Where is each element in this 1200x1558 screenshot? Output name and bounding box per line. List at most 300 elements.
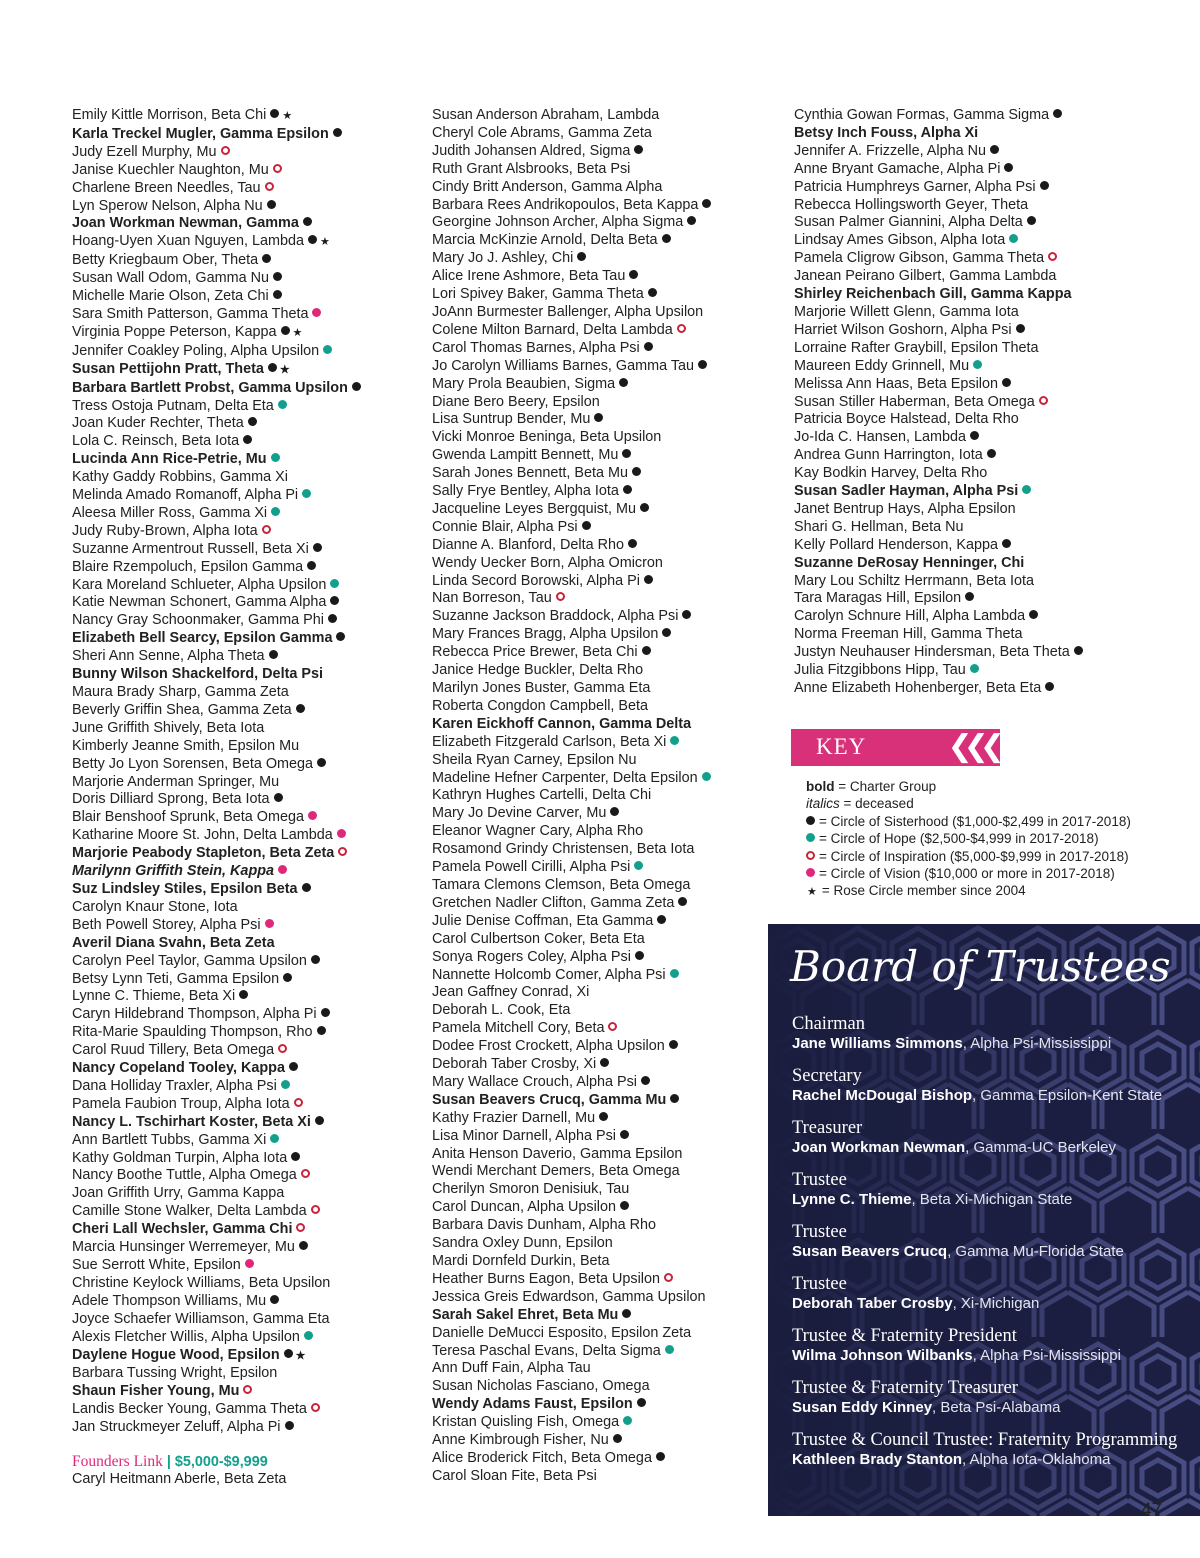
trustee-affiliation: , Beta Psi-Alabama: [932, 1399, 1061, 1416]
donor-entry: [72, 1471, 422, 1489]
donor-list: [432, 107, 782, 1486]
donor-name: Judith Johansen Aldred, Sigma: [432, 142, 631, 159]
donor-entry: [72, 162, 422, 180]
donor-entry: [432, 949, 782, 967]
donor-name: Melissa Ann Haas, Beta Epsilon: [794, 375, 998, 392]
donor-name: Jennifer A. Frizzelle, Alpha Nu: [794, 142, 986, 159]
teal-dot-icon: [623, 1416, 632, 1425]
teal-dot-icon: [702, 772, 711, 781]
donor-name: Wendi Merchant Demers, Beta Omega: [432, 1163, 680, 1180]
teal-dot-icon: [1009, 234, 1018, 243]
donor-entry: [432, 680, 782, 698]
donor-entry: [432, 752, 782, 770]
donor-entry: [432, 1056, 782, 1074]
donor-name: Suzanne Jackson Braddock, Alpha Psi: [432, 608, 679, 625]
donor-entry: [432, 644, 782, 662]
donor-entry: [432, 447, 782, 465]
donor-name: Eleanor Wagner Cary, Alpha Rho: [432, 823, 644, 840]
donor-name: Michelle Marie Olson, Zeta Chi: [72, 288, 269, 305]
black-dot-icon: [628, 539, 637, 548]
donor-list: [794, 107, 1154, 698]
teal-dot-icon: [973, 360, 982, 369]
donor-name: Rosamond Grindy Christensen, Beta Iota: [432, 841, 695, 858]
donor-entry: [72, 144, 422, 162]
donor-name: Susan Pettijohn Pratt, Theta: [72, 360, 264, 377]
donor-entry: [72, 738, 422, 756]
donor-name: Nancy Boothe Tuttle, Alpha Omega: [72, 1167, 297, 1184]
donor-entry: [794, 358, 1154, 376]
donor-entry: [72, 791, 422, 809]
donor-name: Pamela Cligrow Gibson, Gamma Theta: [794, 250, 1045, 267]
donor-entry: [432, 823, 782, 841]
black-dot-icon: [1002, 378, 1011, 387]
donor-entry: [432, 125, 782, 143]
donor-entry: [432, 179, 782, 197]
donor-entry: [432, 214, 782, 232]
donor-entry: [794, 411, 1154, 429]
black-dot-icon: [330, 596, 339, 605]
donor-entry: [72, 288, 422, 306]
donor-entry: [72, 1185, 422, 1203]
donor-entry: [72, 343, 422, 361]
donor-name: Rita-Marie Spaulding Thompson, Rho: [72, 1024, 313, 1041]
role-person: [792, 1034, 1192, 1053]
donor-entry: [72, 1365, 422, 1383]
black-dot-icon: [281, 326, 290, 335]
black-dot-icon: [656, 1452, 665, 1461]
donor-entry: [432, 1378, 782, 1396]
donor-name: Dianne A. Blanford, Delta Rho: [432, 536, 624, 553]
donor-name: Carolyn Peel Taylor, Gamma Upsilon: [72, 952, 307, 969]
donor-entry: [794, 286, 1154, 304]
role-person: [792, 1086, 1192, 1105]
black-dot-icon: [1027, 216, 1036, 225]
key-description: = Circle of Hope ($2,500-$4,999 in 2017-2018): [819, 831, 1099, 847]
donor-name: Suz Lindsley Stiles, Epsilon Beta: [72, 880, 298, 897]
role-title: Trustee & Council Trustee: Fraternity Programming: [792, 1430, 1178, 1450]
donor-name: Karla Treckel Mugler, Gamma Epsilon: [72, 125, 329, 142]
donor-entry: [432, 411, 782, 429]
donor-entry: [432, 931, 782, 949]
donor-entry: [432, 268, 782, 286]
donor-entry: [432, 340, 782, 358]
trustee-affiliation: , Alpha Psi-Mississippi: [962, 1035, 1112, 1052]
donor-name: Justyn Neuhauser Hindersman, Beta Theta: [794, 644, 1070, 661]
donor-entry: [432, 590, 782, 608]
donor-entry: [432, 322, 782, 340]
black-dot-icon: [662, 628, 671, 637]
donor-entry: [72, 1024, 422, 1042]
donor-entry: [72, 845, 422, 863]
donor-entry: [72, 1401, 422, 1419]
donor-entry: [432, 608, 782, 626]
donor-entry: [432, 967, 782, 985]
donor-entry: [432, 232, 782, 250]
donor-entry: [432, 1235, 782, 1253]
donor-name: Cherilyn Smoron Denisiuk, Tau: [432, 1181, 630, 1198]
black-dot-icon: [307, 561, 316, 570]
donor-entry: [72, 559, 422, 577]
donor-name: Gwenda Lampitt Bennett, Mu: [432, 447, 619, 464]
black-dot-icon: [622, 1309, 631, 1318]
black-dot-icon: [270, 1295, 279, 1304]
black-dot-icon: [333, 128, 342, 137]
donor-entry: [72, 1132, 422, 1150]
black-dot-icon: [303, 217, 312, 226]
donor-entry: [794, 537, 1154, 555]
donor-entry: [432, 1253, 782, 1271]
donor-name: Marilyn Jones Buster, Gamma Eta: [432, 680, 651, 696]
pink-dot-icon: [278, 865, 287, 874]
donor-entry: [72, 1311, 422, 1329]
black-dot-icon: [623, 485, 632, 494]
key-item: [806, 795, 1131, 812]
black-dot-icon: [670, 1094, 679, 1103]
donor-name: Betty Kriegbaum Ober, Theta: [72, 252, 259, 269]
donor-name: Carol Thomas Barnes, Alpha Psi: [432, 339, 640, 356]
black-dot-icon: [296, 704, 305, 713]
black-dot-icon: [1002, 539, 1011, 548]
donor-entry: [72, 953, 422, 971]
donor-entry: [432, 286, 782, 304]
red-ring-dot-icon: [221, 146, 230, 155]
donor-entry: [72, 1078, 422, 1096]
donor-name: Kelly Pollard Henderson, Kappa: [794, 536, 998, 553]
donor-entry: [432, 1325, 782, 1343]
donor-entry: [432, 662, 782, 680]
donor-name: Janise Kuechler Naughton, Mu: [72, 161, 269, 178]
donor-name: Emily Kittle Morrison, Beta Chi: [72, 107, 267, 123]
donor-name: Madeline Hefner Carpenter, Delta Epsilon: [432, 769, 698, 786]
donor-name: Sarah Jones Bennett, Beta Mu: [432, 465, 628, 482]
donor-entry: [72, 612, 422, 630]
black-dot-icon: [248, 417, 257, 426]
donor-name: Susan Wall Odom, Gamma Nu: [72, 270, 269, 287]
donor-entry: [794, 107, 1154, 125]
donor-entry: [432, 716, 782, 734]
key-description: = Charter Group: [834, 779, 937, 794]
donor-name: Rebecca Hollingsworth Geyer, Theta: [794, 196, 1029, 213]
donor-entry: [72, 1239, 422, 1257]
donor-name: Katie Newman Schonert, Gamma Alpha: [72, 594, 327, 611]
donor-entry: [794, 161, 1154, 179]
donor-name: Roberta Congdon Campbell, Beta: [432, 697, 648, 714]
teal-dot-icon: [634, 861, 643, 870]
donor-name: Barbara Bartlett Probst, Gamma Upsilon: [72, 379, 348, 396]
donor-name: Judy Ezell Murphy, Mu: [72, 143, 217, 160]
donor-name: Deborah L. Cook, Eta: [432, 1002, 571, 1019]
donor-name: Tress Ostoja Putnam, Delta Eta: [72, 397, 274, 414]
donor-name: Nancy Copeland Tooley, Kappa: [72, 1060, 285, 1077]
black-dot-icon: [267, 200, 276, 209]
role-title: Treasurer: [792, 1118, 863, 1138]
donor-name: Sarah Sakel Ehret, Beta Mu: [432, 1306, 619, 1323]
donor-name: Landis Becker Young, Gamma Theta: [72, 1401, 307, 1418]
donor-entry: [72, 487, 422, 505]
role-title: Secretary: [792, 1066, 862, 1086]
teal-dot-icon: [304, 1331, 313, 1340]
donor-entry: [432, 913, 782, 931]
donor-entry: [794, 501, 1154, 519]
star-icon: ★: [282, 110, 293, 122]
donor-name: Alice Irene Ashmore, Beta Tau: [432, 268, 626, 285]
donor-entry: [72, 198, 422, 216]
teal-dot-icon: [970, 664, 979, 673]
donor-name: Susan Stiller Haberman, Beta Omega: [794, 393, 1035, 410]
donor-entry: [432, 358, 782, 376]
donor-name: Kathy Gaddy Robbins, Gamma Xi: [72, 469, 288, 486]
donor-entry: [432, 1199, 782, 1217]
donor-name: Hoang-Uyen Xuan Nguyen, Lambda: [72, 233, 304, 250]
donor-entry: [794, 143, 1154, 161]
donor-name: Beth Powell Storey, Alpha Psi: [72, 916, 261, 933]
teal-dot-icon: [1022, 485, 1031, 494]
trustee-name: Jane Williams Simmons: [792, 1035, 963, 1052]
donor-entry: [432, 877, 782, 895]
donor-name: Dodee Frost Crockett, Alpha Upsilon: [432, 1038, 665, 1055]
donor-name: Joan Workman Newman, Gamma: [72, 215, 299, 232]
role-person: [792, 1190, 1192, 1209]
donor-entry: [72, 1347, 422, 1366]
donor-name: Blaire Rzempoluch, Epsilon Gamma: [72, 558, 304, 575]
donor-entry: [72, 1383, 422, 1401]
pink-dot-icon: [312, 308, 321, 317]
donor-name: Kathy Goldman Turpin, Alpha Iota: [72, 1149, 288, 1166]
donor-entry: [72, 988, 422, 1006]
donor-entry: [432, 1038, 782, 1056]
donor-entry: [794, 214, 1154, 232]
red-ring-dot-icon: [1048, 252, 1057, 261]
black-dot-icon: [990, 145, 999, 154]
key-item: [806, 830, 1131, 847]
donor-entry: [432, 841, 782, 859]
donor-name: Alexis Fletcher Willis, Alpha Upsilon: [72, 1328, 300, 1345]
teal-dot-icon: [278, 400, 287, 409]
donor-entry: [72, 361, 422, 380]
donor-name: Andrea Gunn Harrington, Iota: [794, 447, 983, 464]
black-dot-icon: [965, 592, 974, 601]
black-dot-icon: [311, 955, 320, 964]
donor-name: Janet Bentrup Hays, Alpha Epsilon: [794, 500, 1016, 517]
donor-name: Shirley Reichenbach Gill, Gamma Kappa: [794, 286, 1072, 303]
black-dot-icon: [270, 109, 279, 118]
donor-entry: [72, 324, 422, 343]
donor-entry: [432, 787, 782, 805]
donor-column-1: [72, 107, 422, 1489]
donor-name: Carolyn Schnure Hill, Alpha Lambda: [794, 608, 1026, 625]
black-dot-icon: [620, 1201, 629, 1210]
black-dot-icon: [1053, 109, 1062, 118]
donor-entry: [432, 1146, 782, 1164]
donor-name: Nannette Holcomb Comer, Alpha Psi: [432, 966, 666, 983]
black-dot-icon: [644, 342, 653, 351]
donor-name: Jacqueline Leyes Bergquist, Mu: [432, 500, 636, 517]
black-dot-icon: [648, 288, 657, 297]
black-dot-icon: [582, 521, 591, 530]
donor-name: Barbara Tussing Wright, Epsilon: [72, 1365, 278, 1382]
donor-entry: [432, 1074, 782, 1092]
donor-name: Wendy Uecker Born, Alpha Omicron: [432, 554, 663, 571]
key-description: = Circle of Sisterhood ($1,000-$2,499 in 2017-2018): [819, 813, 1131, 829]
donor-name: Norma Freeman Hill, Gamma Theta: [794, 626, 1023, 643]
donor-name: Nancy L. Tschirhart Koster, Beta Xi: [72, 1113, 311, 1130]
black-dot-icon: [313, 543, 322, 552]
black-dot-icon: [308, 235, 317, 244]
board-of-trustees-panel: [768, 924, 1200, 1516]
trustee-name: Susan Beavers Crucq: [792, 1243, 948, 1260]
black-dot-icon: [702, 199, 711, 208]
black-dot-icon: [1004, 163, 1013, 172]
donor-name: Carolyn Knaur Stone, Iota: [72, 898, 238, 915]
donor-name: Sheila Ryan Carney, Epsilon Nu: [432, 751, 637, 768]
donor-name: Melinda Amado Romanoff, Alpha Pi: [72, 487, 299, 504]
black-dot-icon: [315, 1116, 324, 1125]
black-dot-icon: [321, 1008, 330, 1017]
black-dot-icon: [682, 610, 691, 619]
donor-name: Lisa Suntrup Bender, Mu: [432, 411, 591, 428]
donor-name: Lindsay Ames Gibson, Alpha Iota: [794, 232, 1006, 249]
donor-name: Elizabeth Bell Searcy, Epsilon Gamma: [72, 630, 333, 647]
red-ring-dot-icon: [806, 851, 815, 860]
key-item: [806, 882, 1131, 901]
donor-name: Ann Duff Fain, Alpha Tau: [432, 1360, 591, 1377]
donor-entry: [72, 827, 422, 845]
donor-entry: [72, 433, 422, 451]
donor-entry: [72, 1096, 422, 1114]
donor-entry: [432, 250, 782, 268]
board-role: [792, 1430, 1192, 1469]
donor-name: Harriet Wilson Goshorn, Alpha Psi: [794, 321, 1012, 338]
donor-entry: [432, 1020, 782, 1038]
donor-name: Carol Sloan Fite, Beta Psi: [432, 1467, 597, 1484]
role-title: Trustee: [792, 1222, 847, 1242]
donor-name: Anne Elizabeth Hohenberger, Beta Eta: [794, 680, 1042, 696]
donor-entry: [432, 1450, 782, 1468]
pink-dot-icon: [245, 1259, 254, 1268]
red-ring-dot-icon: [294, 1098, 303, 1107]
trustee-affiliation: , Gamma-UC Berkeley: [965, 1139, 1116, 1156]
role-person: [792, 1294, 1192, 1313]
donor-name: Rebecca Price Brewer, Beta Chi: [432, 644, 638, 661]
black-dot-icon: [283, 973, 292, 982]
donor-name: Mardi Dornfeld Durkin, Beta: [432, 1253, 610, 1269]
donor-entry: [432, 394, 782, 412]
role-person: [792, 1138, 1192, 1157]
donor-name: Virginia Poppe Peterson, Kappa: [72, 323, 277, 340]
page-number: 47: [1141, 1500, 1163, 1521]
key-item: [806, 813, 1131, 830]
role-title: Trustee & Fraternity Treasurer: [792, 1378, 1018, 1398]
donor-entry: [432, 1360, 782, 1378]
black-dot-icon: [273, 290, 282, 299]
donor-name: Ann Bartlett Tubbs, Gamma Xi: [72, 1131, 267, 1148]
donor-name: Mary Frances Bragg, Alpha Upsilon: [432, 626, 659, 643]
donor-name: Anita Henson Daverio, Gamma Epsilon: [432, 1145, 683, 1162]
black-dot-icon: [635, 951, 644, 960]
donor-entry: [432, 734, 782, 752]
black-dot-icon: [678, 897, 687, 906]
donor-name: Adele Thompson Williams, Mu: [72, 1292, 267, 1309]
donor-name: Carol Duncan, Alpha Upsilon: [432, 1199, 616, 1216]
donor-name: Marjorie Willett Glenn, Gamma Iota: [794, 303, 1019, 320]
donor-entry: [72, 720, 422, 738]
donor-name: Kathy Frazier Darnell, Mu: [432, 1109, 596, 1126]
donor-name: Lynne C. Thieme, Beta Xi: [72, 988, 236, 1005]
donor-entry: [72, 523, 422, 541]
donor-entry: [72, 1167, 422, 1185]
founders-link-separator: |: [166, 1454, 171, 1471]
donor-name: Maureen Eddy Grinnell, Mu: [794, 357, 970, 374]
donor-name: Mary Jo Devine Carver, Mu: [432, 805, 607, 822]
donor-entry: [72, 648, 422, 666]
donor-name: Deborah Taber Crosby, Xi: [432, 1056, 597, 1073]
board-role: [792, 1014, 1192, 1053]
donor-entry: [72, 756, 422, 774]
trustee-name: Kathleen Brady Stanton: [792, 1451, 963, 1468]
donor-name: Tara Maragas Hill, Epsilon: [794, 590, 962, 607]
donor-name: Judy Ruby-Brown, Alpha Iota: [72, 522, 258, 539]
donor-name: Nan Borreson, Tau: [432, 590, 552, 607]
donor-name: Joan Kuder Rechter, Theta: [72, 415, 244, 432]
key-term: italics: [806, 796, 840, 812]
donor-entry: [794, 662, 1154, 680]
donor-entry: [72, 252, 422, 270]
donor-entry: [72, 505, 422, 523]
donor-entry: [72, 594, 422, 612]
red-ring-dot-icon: [296, 1223, 305, 1232]
donor-entry: [432, 197, 782, 215]
donor-name: Janean Peirano Gilbert, Gamma Lambda: [794, 268, 1057, 285]
donor-entry: [72, 415, 422, 433]
black-dot-icon: [641, 1076, 650, 1085]
donor-entry: [432, 1110, 782, 1128]
black-dot-icon: [657, 915, 666, 924]
donor-name: Sara Smith Patterson, Gamma Theta: [72, 305, 309, 322]
donor-name: Mary Prola Beaubien, Sigma: [432, 375, 616, 392]
donor-name: Alice Broderick Fitch, Beta Omega: [432, 1449, 652, 1466]
role-person: [792, 1450, 1192, 1469]
donor-name: Pamela Powell Cirilli, Alpha Psi: [432, 859, 631, 876]
trustee-name: Lynne C. Thieme: [792, 1191, 912, 1208]
donor-name: Mary Lou Schiltz Herrmann, Beta Iota: [794, 572, 1034, 589]
black-dot-icon: [1045, 682, 1054, 691]
donor-name: Julia Fitzgibbons Hipp, Tau: [794, 662, 966, 679]
chevron-left-icon: ❮❮❮: [947, 729, 996, 764]
donor-entry: [794, 555, 1154, 573]
board-role: [792, 1378, 1192, 1417]
black-dot-icon: [637, 1398, 646, 1407]
donor-entry: [72, 180, 422, 198]
role-person: [792, 1398, 1192, 1417]
donor-entry: [432, 1002, 782, 1020]
black-dot-icon: [634, 145, 643, 154]
donor-entry: [432, 483, 782, 501]
teal-dot-icon: [323, 345, 332, 354]
black-dot-icon: [642, 646, 651, 655]
donor-entry: [432, 805, 782, 823]
donor-entry: [72, 863, 422, 881]
donor-name: Blair Benshoof Sprunk, Beta Omega: [72, 809, 304, 826]
donor-name: Christine Keylock Williams, Beta Upsilon: [72, 1274, 331, 1291]
red-ring-dot-icon: [664, 1273, 673, 1282]
donor-name: Shaun Fisher Young, Mu: [72, 1383, 240, 1400]
black-dot-icon: [317, 1026, 326, 1035]
black-dot-icon: [629, 270, 638, 279]
donor-name: Marcia McKinzie Arnold, Delta Beta: [432, 232, 658, 249]
donor-entry: [432, 984, 782, 1002]
donor-entry: [72, 1257, 422, 1275]
trustee-affiliation: , Beta Xi-Michigan State: [911, 1191, 1073, 1208]
